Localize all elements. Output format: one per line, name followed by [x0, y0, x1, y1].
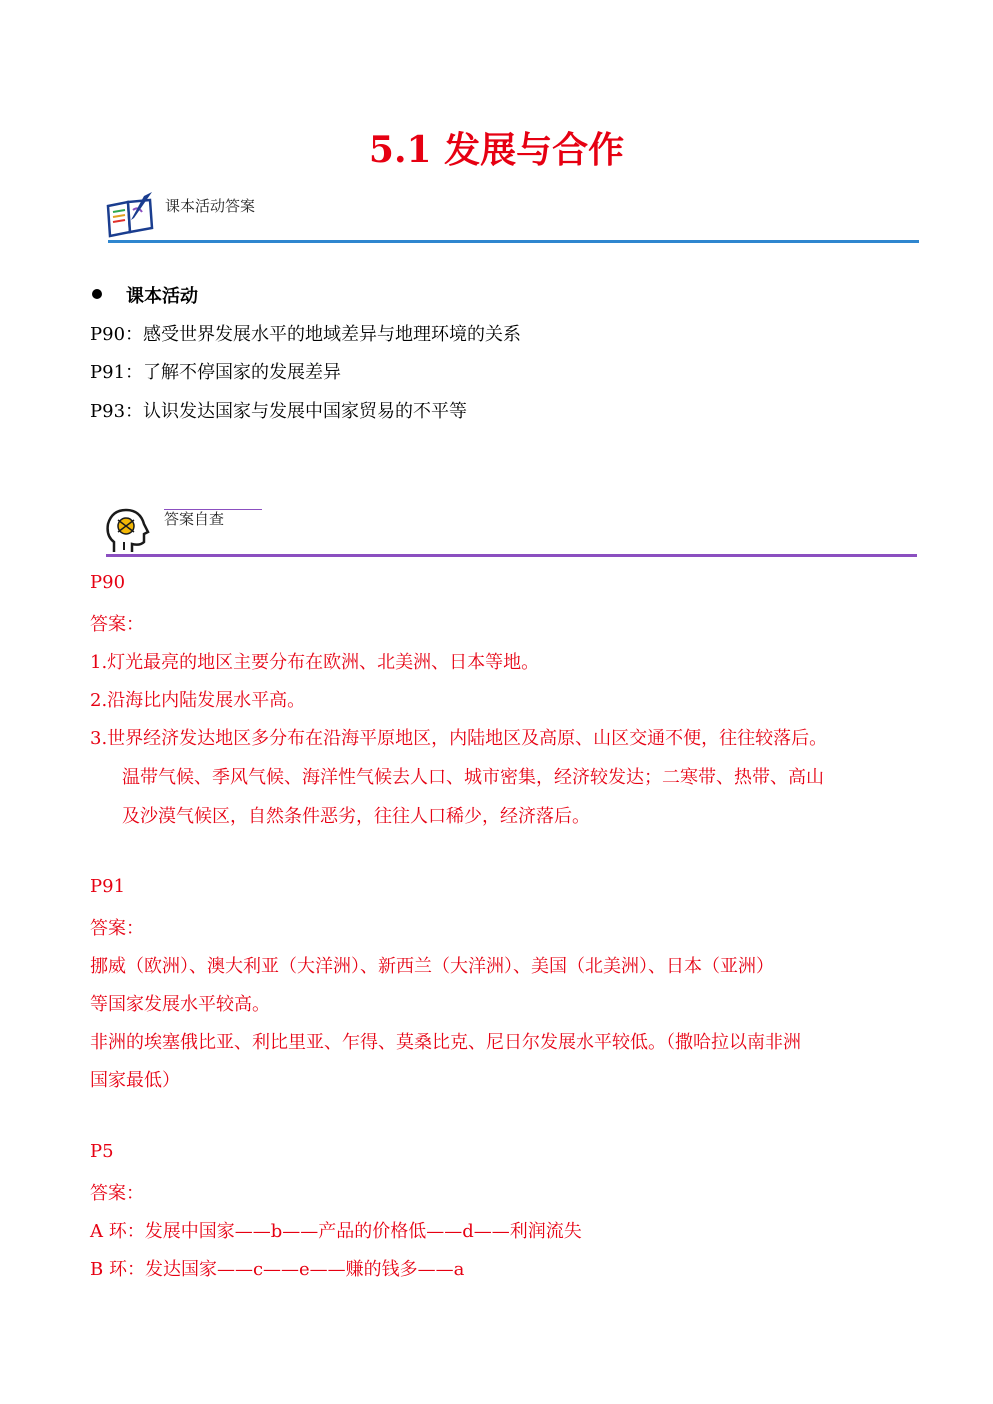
page-title: 5.1 发展与合作: [368, 129, 625, 171]
answer-line: 非洲的埃塞俄比亚、利比里亚、乍得、莫桑比克、尼日尔发展水平较低。（撒哈拉以南非洲: [90, 1032, 801, 1053]
answer-line: 温带气候、季风气候、海洋性气候去人口、城市密集，经济较发达；二寒带、热带、高山: [122, 767, 824, 788]
section-label-textbook-answers: 课本活动答案: [165, 197, 256, 215]
answer-page-p90: P90: [90, 572, 126, 593]
book-icon: [104, 192, 156, 240]
answer-line: A 环：发展中国家——b——产品的价格低——d——利润流失: [90, 1221, 582, 1242]
activity-item: P90：感受世界发展水平的地域差异与地理环境的关系: [90, 324, 522, 345]
section-divider: [108, 240, 919, 243]
answer-line: B 环：发达国家——c——e——赚的钱多——a: [90, 1259, 465, 1280]
answer-label: 答案：: [90, 918, 144, 939]
answer-page-p91: P91: [90, 876, 126, 897]
answer-label: 答案：: [90, 1183, 144, 1204]
answer-line: 及沙漠气候区，自然条件恶劣，往往人口稀少，经济落后。: [122, 806, 590, 827]
activity-item: P91：了解不停国家的发展差异: [90, 362, 342, 383]
answer-line: 等国家发展水平较高。: [90, 994, 270, 1015]
answer-line: 国家最低）: [90, 1070, 180, 1091]
section-divider: [106, 554, 917, 557]
section-label-self-check: 答案自查: [164, 509, 262, 528]
answer-line: 挪威（欧洲）、澳大利亚（大洋洲）、新西兰（大洋洲）、美国（北美洲）、日本（亚洲）: [90, 956, 774, 977]
answer-line: 1.灯光最亮的地区主要分布在欧洲、北美洲、日本等地。: [90, 652, 540, 673]
answer-line: 2.沿海比内陆发展水平高。: [90, 690, 306, 711]
head-thinking-icon: [104, 506, 150, 554]
answer-line: 3.世界经济发达地区多分布在沿海平原地区，内陆地区及高原、山区交通不便，往往较落后。: [90, 728, 828, 749]
activity-item: P93：认识发达国家与发展中国家贸易的不平等: [90, 401, 468, 422]
activities-heading: 课本活动: [126, 286, 198, 307]
answer-page-p5: P5: [90, 1141, 114, 1162]
answer-label: 答案：: [90, 614, 144, 635]
bullet-icon: [92, 289, 102, 299]
